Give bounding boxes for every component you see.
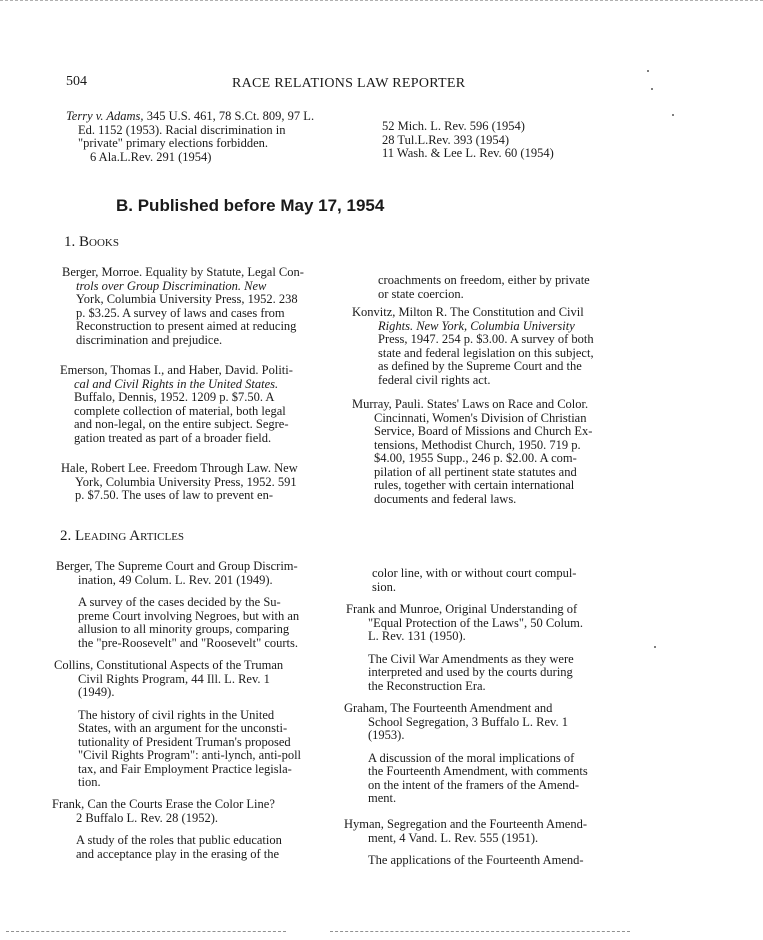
entry-line: croachments on freedom, either by private [378, 273, 590, 287]
article-frank-continued [372, 567, 628, 594]
book-entry-murray [352, 398, 632, 506]
scan-speck [651, 88, 653, 90]
section-heading-b: B. Published before May 17, 1954 [116, 196, 385, 215]
entry-line: Rights. New York, Columbia University [378, 318, 575, 333]
subsection-label: Books [79, 234, 119, 250]
terry-line-1: Terry v. Adams, 345 U.S. 461, 78 S.Ct. 809, 97 L. [66, 109, 315, 123]
scan-speck [647, 70, 649, 72]
entry-line: The history of civil rights in the United [78, 707, 275, 722]
entry-line: Collins, Constitutional Aspects of the Truman [54, 658, 284, 672]
entry-line: Murray, Pauli. States' Laws on Race and Color. [352, 397, 589, 411]
entry-line: the "pre-Roosevelt" and "Roosevelt" courts. [78, 635, 299, 650]
entry-line: Frank, Can the Courts Erase the Color Line? [52, 797, 275, 811]
terry-line-2: Ed. 1152 (1953). Racial discrimination in [78, 122, 286, 137]
entry-line: Service, Board of Missions and Church Ex- [374, 424, 593, 438]
subsection-articles-heading [60, 528, 184, 545]
entry-line: The Civil War Amendments as they were [368, 651, 574, 666]
entry-line: discrimination and prejudice. [76, 332, 223, 347]
entry-line: Buffalo, Dennis, 1952. 1209 p. $7.50. A [74, 390, 275, 404]
entry-line: p. $3.25. A survey of laws and cases from [76, 305, 285, 320]
entry-line: as defined by the Supreme Court and the [378, 359, 582, 373]
running-head: RACE RELATIONS LAW REPORTER [232, 76, 466, 91]
citation-line: 11 Wash. & Lee L. Rev. 60 (1954) [382, 146, 554, 160]
entry-line: tion. [78, 775, 101, 789]
entry-line: or state coercion. [378, 286, 464, 301]
entry-line: and acceptance play in the erasing of the [76, 846, 280, 861]
entry-line: Berger, The Supreme Court and Group Discrim- [56, 559, 298, 573]
entry-line: trols over Group Discrimination. New [76, 278, 267, 293]
terry-entry [66, 110, 356, 164]
entry-line: federal civil rights act. [378, 372, 491, 387]
entry-line: "Civil Rights Program": anti-lynch, anti-poll [78, 748, 302, 762]
book-entry-konvitz [352, 306, 632, 387]
entry-line: complete collection of material, both legal [74, 403, 286, 418]
entry-line: rules, together with certain international [374, 478, 575, 492]
entry-line: Berger, Morroe. Equality by Statute, Legal Con- [62, 265, 304, 279]
entry-line: p. $7.50. The uses of law to prevent en- [75, 488, 273, 502]
entry-line: preme Court involving Negroes, but with an [78, 608, 300, 623]
entry-line: interpreted and used by the courts during [368, 665, 573, 679]
entry-line: A study of the roles that public education [76, 833, 282, 847]
citation-line: 52 Mich. L. Rev. 596 (1954) [382, 119, 525, 133]
entry-line: Konvitz, Milton R. The Constitution and Civil [352, 305, 584, 319]
entry-line: ment. [368, 791, 397, 805]
article-frank [52, 798, 336, 861]
entry-line: York, Columbia University Press, 1952. 591 [75, 474, 297, 489]
entry-line: States, with an argument for the unconsti- [78, 721, 288, 735]
entry-line: ment, 4 Vand. L. Rev. 555 (1951). [368, 830, 539, 845]
scan-top-edge [0, 0, 763, 2]
subsection-number: 1. [64, 234, 76, 250]
subsection-books-heading [64, 234, 119, 251]
entry-line: Civil Rights Program, 44 Ill. L. Rev. 1 [78, 671, 270, 686]
entry-line: Hyman, Segregation and the Fourteenth Amend- [344, 817, 587, 831]
entry-line: School Segregation, 3 Buffalo L. Rev. 1 [368, 714, 568, 729]
entry-line: (1953). [368, 728, 405, 742]
entry-line: Cincinnati, Women's Division of Christian [374, 410, 587, 425]
article-hyman [344, 818, 630, 868]
entry-line: Graham, The Fourteenth Amendment and [344, 701, 553, 715]
entry-line: cal and Civil Rights in the United States. [74, 376, 279, 391]
scan-bottom-edge [6, 931, 286, 933]
entry-line: Reconstruction to present aimed at reducing [76, 319, 297, 333]
subsection-number: 2. [60, 528, 72, 544]
entry-line: on the intent of the framers of the Amend- [368, 777, 580, 792]
book-entry-emerson [60, 364, 334, 445]
scan-speck [672, 114, 674, 116]
entry-line: gation treated as part of a broader field. [74, 430, 272, 445]
entry-line: Emerson, Thomas I., and Haber, David. Politi- [60, 363, 293, 377]
entry-line: "Equal Protection of the Laws", 50 Colum. [368, 615, 584, 630]
entry-line: the Fourteenth Amendment, with comments [368, 764, 588, 778]
entry-line: sion. [372, 579, 396, 594]
scan-speck [654, 646, 656, 648]
entry-line: Hale, Robert Lee. Freedom Through Law. New [61, 461, 298, 475]
entry-line: state and federal legislation on this subject, [378, 345, 594, 360]
entry-line: allusion to all minority groups, comparing [78, 622, 290, 636]
article-collins [54, 659, 336, 790]
article-frank-munroe [346, 603, 630, 693]
terry-line-3: "private" primary elections forbidden. [78, 136, 269, 150]
page-number: 504 [66, 74, 87, 89]
entry-line: L. Rev. 131 (1950). [368, 629, 466, 643]
terry-line-4: 6 Ala.L.Rev. 291 (1954) [90, 149, 212, 164]
entry-line: Press, 1947. 254 p. $3.00. A survey of both [378, 332, 594, 346]
article-graham [344, 702, 630, 806]
citation-line: 28 Tul.L.Rev. 393 (1954) [382, 132, 509, 147]
entry-line: A discussion of the moral implications of [368, 750, 575, 765]
entry-line: the Reconstruction Era. [368, 678, 486, 693]
entry-line: A survey of the cases decided by the Su- [78, 595, 281, 609]
entry-line: tax, and Fair Employment Practice legisla- [78, 761, 292, 776]
entry-line: Frank and Munroe, Original Understanding of [346, 602, 578, 616]
article-berger [56, 560, 336, 650]
entry-line: pilation of all pertinent state statutes and [374, 464, 577, 479]
entry-line: (1949). [78, 685, 115, 699]
entry-line: and non-legal, on the entire subject. Segre- [74, 417, 289, 431]
entry-line: York, Columbia University Press, 1952. 238 [76, 292, 298, 306]
book-entry-hale-continued [378, 274, 628, 301]
entry-line: tensions, Methodist Church, 1950. 719 p. [374, 437, 581, 452]
entry-line: 2 Buffalo L. Rev. 28 (1952). [76, 810, 218, 825]
entry-line: tutionality of President Truman's proposed [78, 734, 291, 749]
entry-line: color line, with or without court compul- [372, 566, 577, 580]
entry-line: The applications of the Fourteenth Amend- [368, 853, 584, 867]
book-entry-berger [62, 266, 334, 347]
scan-bottom-edge [330, 931, 630, 933]
terry-citations [382, 120, 642, 161]
book-entry-hale [61, 462, 333, 503]
entry-line: documents and federal laws. [374, 491, 517, 506]
subsection-label: Leading Articles [75, 528, 185, 544]
entry-line: ination, 49 Colum. L. Rev. 201 (1949). [78, 572, 273, 587]
entry-line: $4.00, 1955 Supp., 246 p. $2.00. A com- [374, 451, 577, 465]
